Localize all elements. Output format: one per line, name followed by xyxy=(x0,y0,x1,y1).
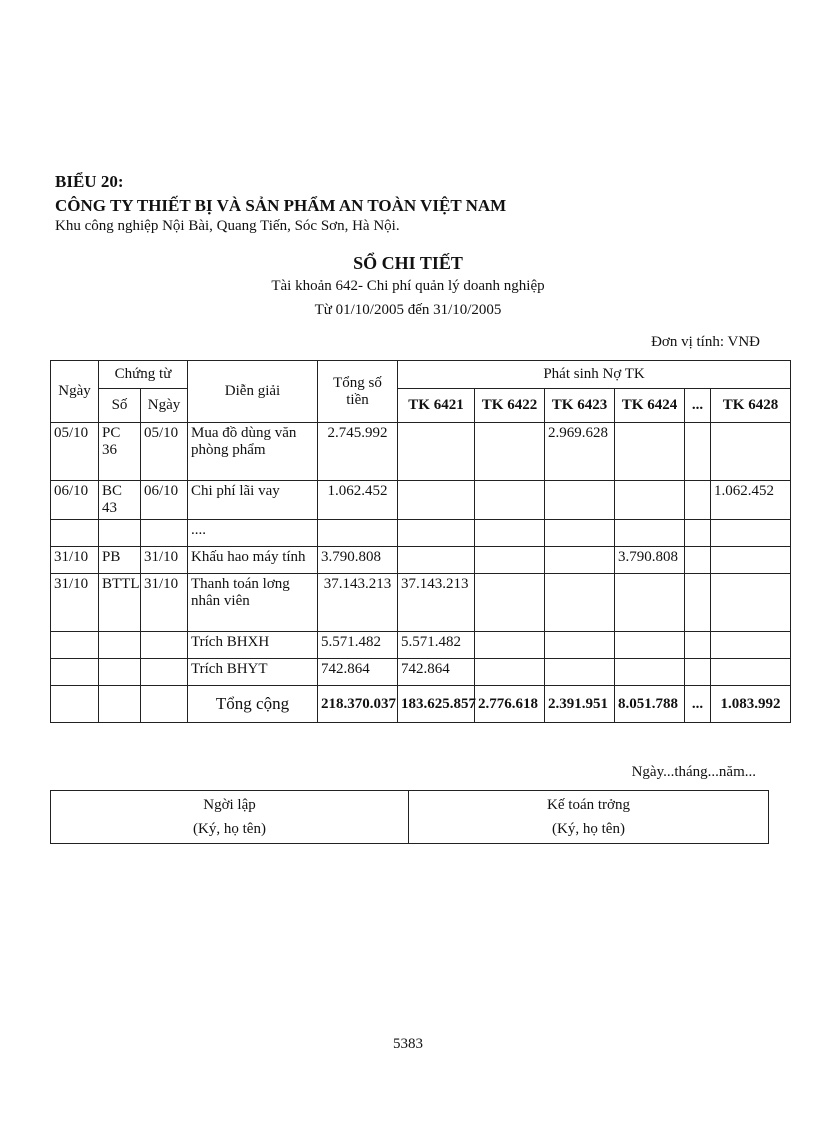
accountant-block xyxy=(409,791,769,844)
cell-tk6423 xyxy=(545,632,615,659)
cell-other xyxy=(685,574,711,632)
cell-voucher-date: 05/10 xyxy=(141,423,188,481)
cell-tk6423: 2.969.628 xyxy=(545,423,615,481)
cell-date: 31/10 xyxy=(51,547,99,574)
cell-date xyxy=(51,632,99,659)
company-address: Khu công nghiệp Nội Bài, Quang Tiến, Sóc Sơn, Hà Nội. xyxy=(55,218,400,234)
cell-tk6428 xyxy=(711,423,791,481)
cell-date: 05/10 xyxy=(51,423,99,481)
table-row xyxy=(51,547,791,574)
total-row xyxy=(51,686,791,723)
cell-voucher-date xyxy=(141,520,188,547)
cell-voucher-date: 31/10 xyxy=(141,547,188,574)
cell-voucher-date: 31/10 xyxy=(141,574,188,632)
date-line: Ngày...tháng...năm... xyxy=(631,764,756,780)
cell-date: 31/10 xyxy=(51,574,99,632)
cell-tk6424: 3.790.808 xyxy=(615,547,685,574)
cell-tk6422 xyxy=(475,520,545,547)
table-row xyxy=(51,632,791,659)
table-row xyxy=(51,520,791,547)
cell-date xyxy=(51,659,99,686)
cell-description: .... xyxy=(188,520,318,547)
total-label: Tổng cộng xyxy=(188,686,318,723)
page-number: 5383 xyxy=(393,1036,423,1052)
header-account: TK 6423 xyxy=(545,389,615,423)
cell-tk6422 xyxy=(475,481,545,520)
cell-date: 06/10 xyxy=(51,481,99,520)
cell-tk6428 xyxy=(711,574,791,632)
cell-total: 5.571.482 xyxy=(318,632,398,659)
total-tk6421: 183.625.857 xyxy=(398,686,475,723)
total-tk6428: 1.083.992 xyxy=(711,686,791,723)
cell-tk6422 xyxy=(475,547,545,574)
cell-total: 3.790.808 xyxy=(318,547,398,574)
cell-total: 1.062.452 xyxy=(318,481,398,520)
cell-tk6424 xyxy=(615,423,685,481)
header-description: Diễn giải xyxy=(188,361,318,423)
preparer-sign-note: (Ký, họ tên) xyxy=(193,821,266,837)
cell-voucher-no: BTTL xyxy=(99,574,141,632)
header-voucher-date: Ngày xyxy=(141,389,188,423)
header-date: Ngày xyxy=(51,361,99,423)
table-row xyxy=(51,659,791,686)
total-other: ... xyxy=(685,686,711,723)
cell-tk6422 xyxy=(475,659,545,686)
total-tk6423: 2.391.951 xyxy=(545,686,615,723)
account-subtitle: Tài khoản 642- Chi phí quản lý doanh nghiệp xyxy=(271,278,545,294)
header-account: TK 6422 xyxy=(475,389,545,423)
cell-voucher-date xyxy=(141,632,188,659)
cell-description: Trích BHYT xyxy=(188,659,318,686)
cell-total: 742.864 xyxy=(318,659,398,686)
cell-other xyxy=(685,659,711,686)
cell-total xyxy=(318,520,398,547)
header-account: ... xyxy=(685,389,711,423)
cell-voucher-no: PC 36 xyxy=(99,423,141,481)
cell-tk6428 xyxy=(711,547,791,574)
header-total: Tổng số tiền xyxy=(318,361,398,423)
cell-tk6421: 5.571.482 xyxy=(398,632,475,659)
cell-tk6421 xyxy=(398,520,475,547)
cell-tk6428 xyxy=(711,632,791,659)
cell-tk6424 xyxy=(615,574,685,632)
cell-voucher-date: 06/10 xyxy=(141,481,188,520)
cell-description: Mua đồ dùng văn phòng phẩm xyxy=(188,423,318,481)
cell-tk6423 xyxy=(545,481,615,520)
ledger-title: SỔ CHI TIẾT xyxy=(353,253,463,273)
signature-table xyxy=(50,790,769,844)
cell-tk6424 xyxy=(615,481,685,520)
cell-voucher-date xyxy=(141,686,188,723)
cell-tk6423 xyxy=(545,520,615,547)
cell-tk6428: 1.062.452 xyxy=(711,481,791,520)
cell-tk6428 xyxy=(711,659,791,686)
header-voucher: Chứng từ xyxy=(99,361,188,389)
cell-tk6424 xyxy=(615,659,685,686)
table-row xyxy=(51,574,791,632)
table-row xyxy=(51,481,791,520)
cell-tk6424 xyxy=(615,632,685,659)
header-debit-group: Phát sinh Nợ TK xyxy=(398,361,791,389)
accountant-sign-note: (Ký, họ tên) xyxy=(552,821,625,837)
cell-other xyxy=(685,423,711,481)
cell-tk6423 xyxy=(545,574,615,632)
cell-tk6428 xyxy=(711,520,791,547)
header-account: TK 6421 xyxy=(398,389,475,423)
cell-voucher-date xyxy=(141,659,188,686)
cell-voucher-no: PB xyxy=(99,547,141,574)
period-subtitle: Từ 01/10/2005 đến 31/10/2005 xyxy=(314,302,502,318)
cell-description: Khấu hao máy tính xyxy=(188,547,318,574)
cell-tk6422 xyxy=(475,632,545,659)
cell-description: Chi phí lãi vay xyxy=(188,481,318,520)
header-account: TK 6424 xyxy=(615,389,685,423)
cell-tk6423 xyxy=(545,659,615,686)
cell-voucher-no xyxy=(99,686,141,723)
cell-date xyxy=(51,686,99,723)
cell-tk6422 xyxy=(475,423,545,481)
cell-voucher-no xyxy=(99,632,141,659)
accountant-title: Kế toán trởng xyxy=(547,797,630,813)
cell-voucher-no: BC 43 xyxy=(99,481,141,520)
total-amount: 218.370.037 xyxy=(318,686,398,723)
cell-tk6424 xyxy=(615,520,685,547)
preparer-title: Ngời lập xyxy=(203,797,256,813)
cell-tk6421 xyxy=(398,423,475,481)
ledger-table xyxy=(50,360,791,723)
header-account: TK 6428 xyxy=(711,389,791,423)
cell-tk6421 xyxy=(398,547,475,574)
cell-total: 2.745.992 xyxy=(318,423,398,481)
cell-other xyxy=(685,481,711,520)
cell-description: Trích BHXH xyxy=(188,632,318,659)
form-label: BIỂU 20: xyxy=(55,172,124,191)
cell-other xyxy=(685,632,711,659)
company-name: CÔNG TY THIẾT BỊ VÀ SẢN PHẨM AN TOÀN VIỆT NAM xyxy=(55,196,507,215)
total-tk6422: 2.776.618 xyxy=(475,686,545,723)
cell-other xyxy=(685,520,711,547)
cell-total: 37.143.213 xyxy=(318,574,398,632)
cell-tk6423 xyxy=(545,547,615,574)
currency-unit: Đơn vị tính: VNĐ xyxy=(651,334,760,350)
cell-tk6421: 37.143.213 xyxy=(398,574,475,632)
cell-description: Thanh toán lơng nhân viên xyxy=(188,574,318,632)
cell-tk6421: 742.864 xyxy=(398,659,475,686)
header-voucher-no: Số xyxy=(99,389,141,423)
cell-tk6421 xyxy=(398,481,475,520)
cell-voucher-no xyxy=(99,659,141,686)
preparer-block xyxy=(51,791,409,844)
table-row xyxy=(51,423,791,481)
cell-voucher-no xyxy=(99,520,141,547)
cell-tk6422 xyxy=(475,574,545,632)
total-tk6424: 8.051.788 xyxy=(615,686,685,723)
cell-date xyxy=(51,520,99,547)
cell-other xyxy=(685,547,711,574)
